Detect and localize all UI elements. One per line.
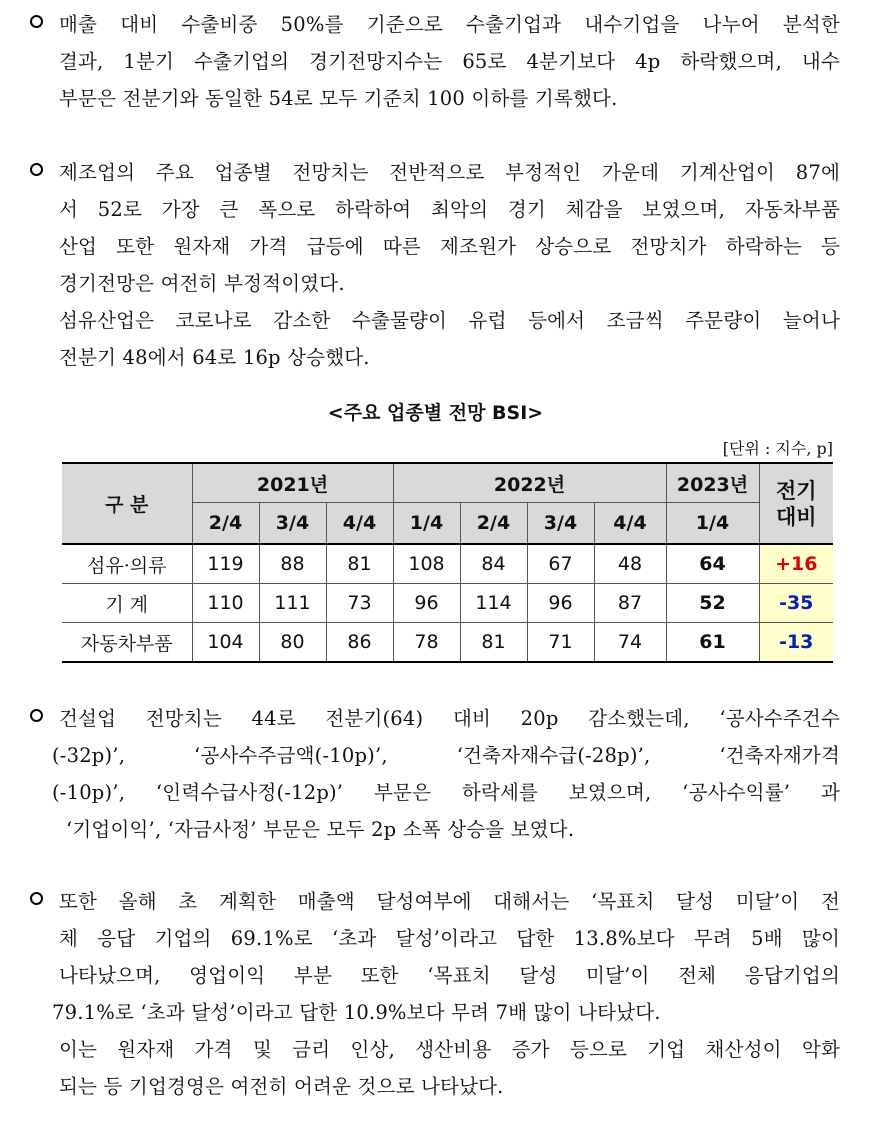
text-line: 경기전망은 여전히 부정적이였다. bbox=[59, 272, 345, 295]
circle-bullet-icon bbox=[30, 892, 43, 905]
header-quarter: 3/4 bbox=[527, 503, 594, 545]
table-cell-2023: 52 bbox=[666, 584, 759, 623]
header-year-2021: 2021년 bbox=[192, 463, 393, 503]
text-line: 79.1%로 ‘초과 달성’이라고 답한 10.9%보다 무려 7배 많이 나타났다. bbox=[52, 1001, 661, 1024]
text-line: 건설업 전망치는 44로 전분기(64) 대비 20p 감소했는데, ‘공사수주건수 bbox=[59, 707, 840, 730]
text-line: 서 52로 가장 큰 폭으로 하락하여 최악의 경기 체감을 보였으며, 자동차부품 bbox=[59, 198, 840, 221]
table-cell: 71 bbox=[527, 623, 594, 663]
table-cell: 80 bbox=[259, 623, 326, 663]
text-line: 나타났으며, 영업이익 부분 또한 ‘목표치 달성 미달’이 전체 응답기업의 bbox=[59, 964, 840, 987]
paragraph-construction-outlook bbox=[30, 700, 840, 848]
text-line: 산업 또한 원자재 가격 급등에 따른 제조원가 상승으로 전망치가 하락하는 등 bbox=[59, 235, 840, 258]
table-cell: 104 bbox=[192, 623, 259, 663]
text-line: 또한 올해 초 계획한 매출액 달성여부에 대해서는 ‘목표치 달성 미달’이 전 bbox=[59, 890, 840, 913]
text-line: 결과, 1분기 수출기업의 경기전망지수는 65로 4분기보다 4p 하락했으며, 내수 bbox=[59, 50, 840, 73]
header-year-2023: 2023년 bbox=[666, 463, 759, 503]
text-line: 부문은 전분기와 동일한 54로 모두 기준치 100 이하를 기록했다. bbox=[59, 87, 618, 110]
text-line: ‘기업이익’, ‘자금사정’ 부문은 모두 2p 소폭 상승을 보였다. bbox=[66, 818, 575, 841]
table-row-machinery bbox=[62, 584, 833, 623]
table-unit: [단위 : 지수, p] bbox=[722, 439, 833, 458]
table-cell: 96 bbox=[393, 584, 460, 623]
circle-bullet-icon bbox=[30, 15, 43, 28]
circle-bullet-icon bbox=[30, 163, 43, 176]
table-cell: 87 bbox=[594, 584, 666, 623]
table-cell: 81 bbox=[460, 623, 527, 663]
table-cell-2023: 64 bbox=[666, 544, 759, 584]
circle-bullet-icon bbox=[30, 709, 43, 722]
table-cell: 86 bbox=[326, 623, 393, 663]
text-line: 되는 등 기업경영은 여전히 어려운 것으로 나타났다. bbox=[59, 1075, 504, 1098]
table-cell: 81 bbox=[326, 544, 393, 584]
text-line: 섬유산업은 코로나로 감소한 수출물량이 유럽 등에서 조금씩 주문량이 늘어나 bbox=[59, 309, 840, 332]
row-label: 자동차부품 bbox=[62, 623, 192, 663]
change-cell: +16 bbox=[759, 544, 833, 584]
header-change: 전기 대비 bbox=[759, 463, 833, 544]
text-line: 이는 원자재 가격 및 금리 인상, 생산비용 증가 등으로 기업 채산성이 악화 bbox=[59, 1038, 840, 1061]
table-cell: 111 bbox=[259, 584, 326, 623]
header-quarter: 3/4 bbox=[259, 503, 326, 545]
text-line: (-10p)’, ‘인력수급사정(-12p)’ 부문은 하락세를 보였으며, ‘공사수익률’ 과 bbox=[52, 781, 840, 804]
table-row-auto-parts bbox=[62, 623, 833, 663]
text-line: 전분기 48에서 64로 16p 상승했다. bbox=[59, 346, 370, 369]
table-row-textile bbox=[62, 544, 833, 584]
text-line: 매출 대비 수출비중 50%를 기준으로 수출기업과 내수기업을 나누어 분석한 bbox=[59, 13, 840, 36]
row-label: 기 계 bbox=[62, 584, 192, 623]
table-cell: 108 bbox=[393, 544, 460, 584]
header-quarter: 4/4 bbox=[594, 503, 666, 545]
table-cell: 119 bbox=[192, 544, 259, 584]
row-label: 섬유·의류 bbox=[62, 544, 192, 584]
table-cell: 114 bbox=[460, 584, 527, 623]
table-cell-2023: 61 bbox=[666, 623, 759, 663]
text-line: 체 응답 기업의 69.1%로 ‘초과 달성’이라고 답한 13.8%보다 무려 5배 많이 bbox=[59, 927, 840, 950]
text-line: 제조업의 주요 업종별 전망치는 전반적으로 부정적인 가운데 기계산업이 87에 bbox=[59, 161, 840, 184]
table-cell: 84 bbox=[460, 544, 527, 584]
table-cell: 48 bbox=[594, 544, 666, 584]
table-cell: 67 bbox=[527, 544, 594, 584]
header-quarter: 4/4 bbox=[326, 503, 393, 545]
change-cell: -35 bbox=[759, 584, 833, 623]
header-quarter: 1/4 bbox=[666, 503, 759, 545]
table-title: <주요 업종별 전망 BSI> bbox=[327, 402, 544, 424]
paragraph-sales-target bbox=[30, 883, 840, 1105]
table-cell: 78 bbox=[393, 623, 460, 663]
table-cell: 73 bbox=[326, 584, 393, 623]
table-cell: 110 bbox=[192, 584, 259, 623]
paragraph-export-outlook bbox=[30, 6, 840, 117]
header-quarter: 2/4 bbox=[192, 503, 259, 545]
paragraph-manufacturing-outlook bbox=[30, 154, 840, 376]
header-quarter: 1/4 bbox=[393, 503, 460, 545]
header-year-2022: 2022년 bbox=[393, 463, 666, 503]
bsi-table bbox=[62, 462, 833, 663]
table-cell: 96 bbox=[527, 584, 594, 623]
table-cell: 74 bbox=[594, 623, 666, 663]
header-quarter: 2/4 bbox=[460, 503, 527, 545]
text-line: (-32p)’, ‘공사수주금액(-10p)’, ‘건축자재수급(-28p)’, ‘건축자재가격 bbox=[52, 744, 840, 767]
table-cell: 88 bbox=[259, 544, 326, 584]
change-cell: -13 bbox=[759, 623, 833, 663]
header-category: 구 분 bbox=[62, 463, 192, 544]
